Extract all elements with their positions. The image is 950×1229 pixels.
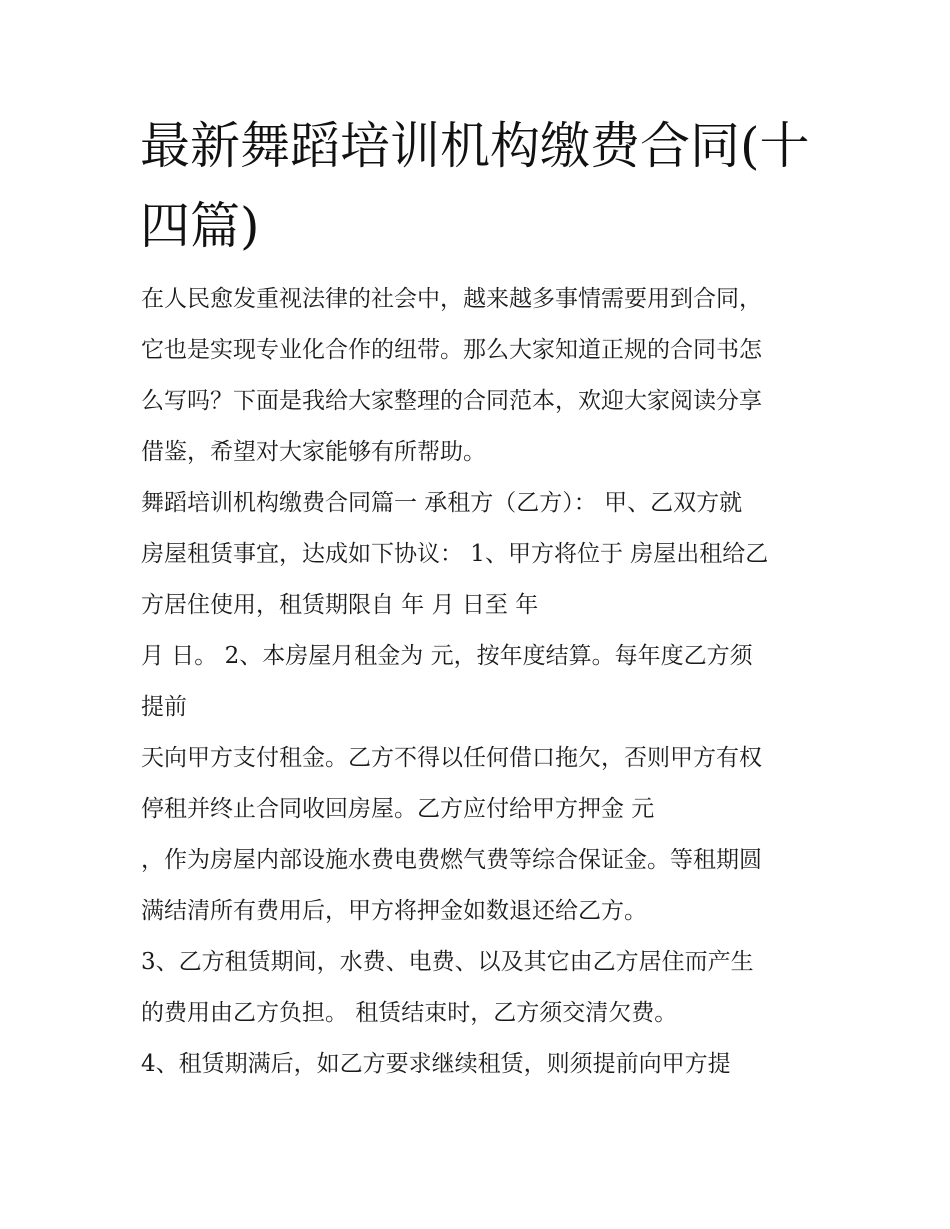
body-line: 房屋租赁事宜，达成如下协议： 1、甲方将位于 房屋出租给乙 xyxy=(141,541,769,567)
body-line: 3、乙方租赁期间，水费、电费、以及其它由乙方居住而产生 xyxy=(141,949,754,975)
body-line: ，作为房屋内部设施水费电费燃气费等综合保证金。等租期圆 xyxy=(141,847,762,873)
body-line: 方居住使用，租赁期限自 年 月 日至 年 xyxy=(141,592,539,618)
body-line: 天向甲方支付租金。乙方不得以任何借口拖欠，否则甲方有权 xyxy=(141,745,762,771)
body-line: 的费用由乙方负担。 租赁结束时，乙方须交清欠费。 xyxy=(141,1000,678,1026)
body-line: 在人民愈发重视法律的社会中，越来越多事情需要用到合同， xyxy=(141,286,762,312)
body-line: 舞蹈培训机构缴费合同篇一 承租方（乙方）： 甲、乙双方就 xyxy=(141,490,743,516)
body-line: 么写吗？下面是我给大家整理的合同范本，欢迎大家阅读分享 xyxy=(141,388,762,414)
body-line: 月 日。 2、本房屋月租金为 元，按年度结算。每年度乙方须 xyxy=(141,643,753,669)
body-line: 4、租赁期满后，如乙方要求继续租赁，则须提前向甲方提 xyxy=(141,1051,731,1077)
document-title-line-2: 四篇) xyxy=(140,197,260,255)
body-line: 它也是实现专业化合作的纽带。那么大家知道正规的合同书怎 xyxy=(141,337,762,363)
body-line: 满结清所有费用后，甲方将押金如数退还给乙方。 xyxy=(141,898,647,924)
body-line: 提前 xyxy=(141,694,187,720)
document-title-line-1: 最新舞蹈培训机构缴费合同(十 xyxy=(140,117,810,175)
body-line: 借鉴，希望对大家能够有所帮助。 xyxy=(141,439,486,465)
body-line: 停租并终止合同收回房屋。乙方应付给甲方押金 元 xyxy=(141,796,655,822)
